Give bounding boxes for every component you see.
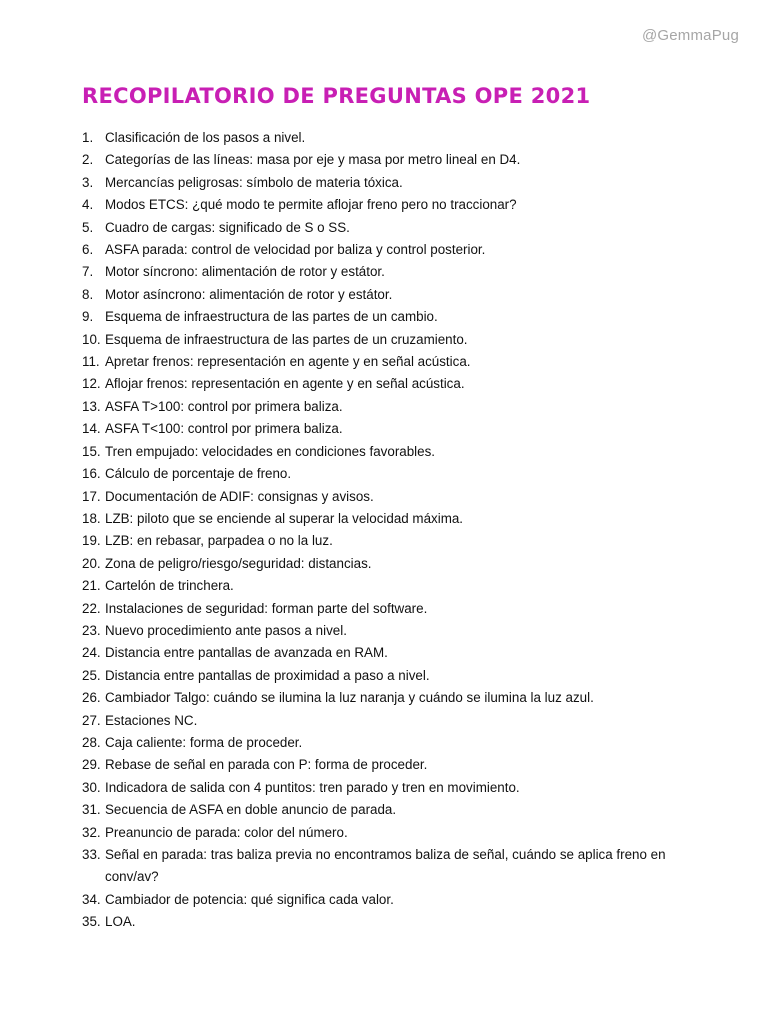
list-item-text: Aflojar frenos: representación en agente y en señal acústica.: [105, 376, 465, 392]
list-item: [82, 284, 722, 306]
list-item-text: Motor asíncrono: alimentación de rotor y estátor.: [105, 286, 393, 302]
list-item-text: Nuevo procedimiento ante pasos a nivel.: [105, 622, 347, 638]
document-title: RECOPILATORIO DE PREGUNTAS OPE 2021: [82, 84, 591, 108]
list-item-text: Distancia entre pantallas de avanzada en RAM.: [105, 645, 388, 661]
list-item-number: 15.: [82, 443, 101, 459]
list-item-text: Modos ETCS: ¿qué modo te permite aflojar freno pero no traccionar?: [105, 197, 517, 213]
list-item-number: 34.: [82, 891, 101, 907]
list-item-text: Clasificación de los pasos a nivel.: [105, 130, 306, 145]
list-item: [82, 351, 722, 373]
list-item: [82, 329, 722, 351]
list-item-text: Motor síncrono: alimentación de rotor y estátor.: [105, 264, 385, 280]
list-item-number: 29.: [82, 757, 101, 773]
list-item: [82, 441, 722, 463]
list-item-number: 8.: [82, 286, 94, 302]
list-item: [82, 463, 722, 485]
list-item-text: Zona de peligro/riesgo/seguridad: distancias.: [105, 555, 372, 571]
list-item-text: Secuencia de ASFA en doble anuncio de parada.: [105, 802, 397, 818]
list-item-text: Indicadora de salida con 4 puntitos: tren parado y tren en movimiento.: [105, 779, 520, 795]
list-item-number: 1.: [82, 130, 94, 145]
list-item-number: 16.: [82, 466, 101, 482]
list-item-text: LZB: piloto que se enciende al superar la velocidad máxima.: [105, 510, 464, 526]
list-item: [82, 306, 722, 328]
list-item-number: 26.: [82, 690, 101, 706]
list-item-text: ASFA parada: control de velocidad por baliza y control posterior.: [105, 242, 486, 258]
list-item-text: Cálculo de porcentaje de freno.: [105, 466, 292, 482]
list-item: [82, 710, 722, 732]
list-item-number: 19.: [82, 533, 101, 549]
list-item: [82, 553, 722, 575]
list-item-text: Esquema de infraestructura de las partes de un cambio.: [105, 309, 438, 325]
list-item: [82, 217, 722, 239]
list-item-text: Caja caliente: forma de proceder.: [105, 734, 303, 750]
list-item-number: 21.: [82, 578, 101, 594]
list-item-number: 18.: [82, 510, 101, 526]
list-item-number: 9.: [82, 309, 94, 325]
list-item-text: ASFA T>100: control por primera baliza.: [105, 398, 343, 414]
list-item-number: 32.: [82, 824, 101, 840]
question-list: [82, 127, 722, 934]
list-item-text: Rebase de señal en parada con P: forma de proceder.: [105, 757, 428, 773]
list-item-number: 22.: [82, 600, 101, 616]
list-item: [82, 172, 722, 194]
list-item: [82, 418, 722, 440]
list-item-text: Estaciones NC.: [105, 712, 198, 728]
list-item-text: Cambiador Talgo: cuándo se ilumina la luz naranja y cuándo se ilumina la luz azul.: [105, 690, 594, 706]
list-item-number: 4.: [82, 197, 94, 213]
list-item: [82, 822, 722, 844]
list-item-number: 25.: [82, 667, 101, 683]
list-item-number: 7.: [82, 264, 94, 280]
list-item-text: Apretar frenos: representación en agente y en señal acústica.: [105, 354, 471, 370]
list-item: [82, 642, 722, 664]
list-item-text: Cambiador de potencia: qué significa cada valor.: [105, 891, 394, 907]
list-item-text: Cuadro de cargas: significado de S o SS.: [105, 219, 350, 235]
author-handle: @GemmaPug: [641, 27, 739, 44]
list-item-number: 6.: [82, 242, 94, 258]
list-item-number: 20.: [82, 555, 101, 571]
list-item-number: 28.: [82, 734, 101, 750]
list-item: [82, 149, 722, 171]
list-item-text: Documentación de ADIF: consignas y avisos.: [105, 488, 374, 504]
list-item-number: 17.: [82, 488, 101, 504]
list-item-text: Esquema de infraestructura de las partes de un cruzamiento.: [105, 331, 468, 347]
list-item-number: 5.: [82, 219, 94, 235]
list-item-text: Cartelón de trinchera.: [105, 578, 234, 594]
list-item-number: 12.: [82, 376, 101, 392]
list-item-text: ASFA T<100: control por primera baliza.: [105, 421, 343, 437]
list-item-number: 10.: [82, 331, 101, 347]
list-item: [82, 598, 722, 620]
list-item: [82, 777, 722, 799]
list-item: [82, 844, 722, 889]
list-item-number: 27.: [82, 712, 101, 728]
list-item: [82, 530, 722, 552]
list-item-text: LOA.: [105, 914, 136, 930]
list-item-text: Tren empujado: velocidades en condiciones favorables.: [105, 443, 436, 459]
list-item-number: 33.: [82, 847, 101, 862]
list-item-text: Señal en parada: tras baliza previa no encontramos baliza de señal, cuándo se aplica freno en conv/av?: [105, 847, 666, 885]
list-item-number: 2.: [82, 152, 94, 168]
list-item-text: Distancia entre pantallas de proximidad a paso a nivel.: [105, 667, 430, 683]
list-item: [82, 373, 722, 395]
list-item-number: 14.: [82, 421, 101, 437]
list-item: [82, 239, 722, 261]
list-item-text: Instalaciones de seguridad: forman parte del software.: [105, 600, 428, 616]
list-item: [82, 687, 722, 709]
list-item-number: 23.: [82, 622, 101, 638]
list-item: [82, 620, 722, 642]
list-item-number: 30.: [82, 779, 101, 795]
list-item-number: 13.: [82, 398, 101, 414]
list-item: [82, 396, 722, 418]
list-item: [82, 194, 722, 216]
list-item: [82, 911, 722, 933]
list-item-number: 11.: [82, 354, 100, 370]
list-item: [82, 799, 722, 821]
list-item: [82, 575, 722, 597]
list-item-text: Categorías de las líneas: masa por eje y masa por metro lineal en D4.: [105, 152, 521, 168]
list-item: [82, 889, 722, 911]
list-item-number: 35.: [82, 914, 101, 930]
list-item: [82, 665, 722, 687]
list-item: [82, 486, 722, 508]
list-item-number: 24.: [82, 645, 101, 661]
list-item-number: 3.: [82, 174, 94, 190]
list-item-number: 31.: [82, 802, 101, 818]
list-item-text: Preanuncio de parada: color del número.: [105, 824, 348, 840]
list-item-text: LZB: en rebasar, parpadea o no la luz.: [105, 533, 333, 549]
list-item: [82, 127, 722, 149]
list-item-text: Mercancías peligrosas: símbolo de materia tóxica.: [105, 174, 403, 190]
list-item: [82, 508, 722, 530]
list-item: [82, 261, 722, 283]
list-item: [82, 732, 722, 754]
list-item: [82, 754, 722, 776]
